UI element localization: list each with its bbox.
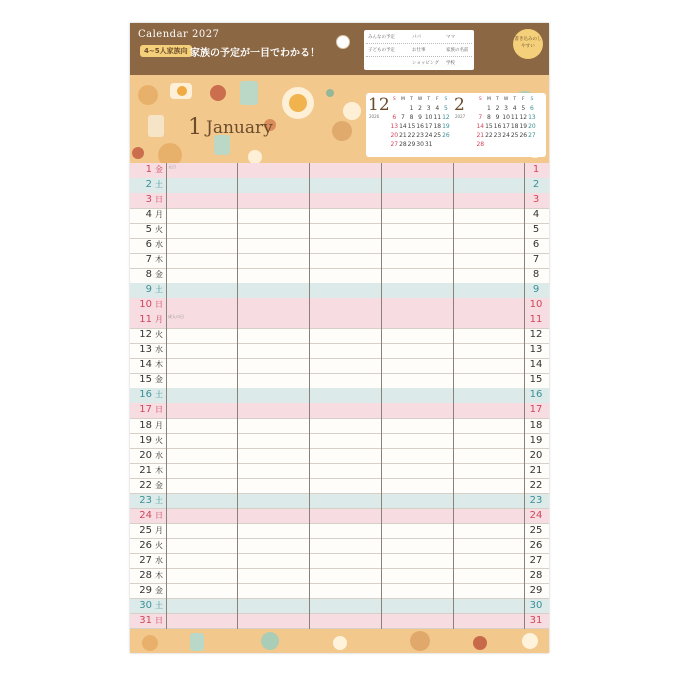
day-weekday: 火 (155, 540, 163, 550)
day-number-right: 12 (529, 329, 543, 341)
mini-day: 13 (390, 123, 399, 130)
mini-day: 8 (486, 114, 491, 121)
mini-weekday: T (410, 97, 413, 102)
mini-weekday: T (427, 97, 431, 102)
mini-day: 6 (392, 114, 397, 121)
day-number: 27 (139, 554, 152, 566)
mini-day: 27 (390, 141, 399, 148)
footer-pattern (130, 629, 549, 653)
mini-day: 11 (510, 114, 519, 121)
day-number: 13 (139, 344, 152, 356)
mini-day: 26 (519, 132, 528, 139)
hanging-hole (336, 35, 350, 49)
day-number-right: 10 (529, 299, 543, 311)
day-row (130, 298, 549, 314)
day-number-right: 29 (529, 584, 543, 596)
mini-weekday: S (530, 97, 534, 102)
day-weekday: 木 (155, 465, 163, 475)
mini-day: 14 (476, 123, 485, 130)
day-row (130, 584, 549, 600)
mini-day: 7 (400, 114, 405, 121)
legend-item: 子どもの予定 (368, 48, 395, 53)
day-number-right: 26 (529, 539, 543, 551)
mini-day: 28 (476, 141, 485, 148)
legend-item: ショッピング (412, 61, 439, 66)
day-row (130, 494, 549, 510)
mini-calendars (366, 93, 546, 157)
day-weekday: 日 (155, 300, 163, 310)
day-row (130, 163, 549, 179)
mini-day: 19 (442, 123, 450, 130)
day-weekday: 木 (155, 360, 163, 370)
mini-day: 8 (409, 114, 414, 121)
month-number: 1 (188, 115, 202, 140)
mini-day: 13 (528, 114, 536, 121)
day-row (130, 569, 549, 585)
column-divider (166, 163, 167, 629)
mini-day: 22 (407, 132, 416, 139)
mini-day: 1 (409, 105, 414, 112)
mini-day: 25 (510, 132, 519, 139)
day-number-right: 31 (529, 614, 543, 626)
mini-day: 12 (519, 114, 528, 121)
day-row (130, 253, 549, 269)
mini-day: 21 (399, 132, 407, 139)
day-weekday: 水 (155, 555, 163, 565)
day-weekday: 金 (155, 480, 163, 490)
day-number: 28 (139, 569, 152, 581)
mini-day: 3 (426, 105, 431, 112)
column-divider (524, 163, 525, 629)
day-number: 11 (139, 314, 152, 326)
day-number-right: 22 (529, 479, 543, 491)
legend-item: お仕事 (412, 48, 426, 53)
day-weekday: 月 (155, 315, 163, 325)
day-number: 22 (139, 479, 152, 491)
family-size-pill: 4~5人家族向 (140, 45, 192, 57)
tagline: 家族の予定が一目でわかる！ (190, 48, 320, 59)
day-row (130, 403, 549, 419)
day-row (130, 614, 549, 630)
legend-item: パパ (412, 35, 421, 40)
day-row (130, 388, 549, 404)
day-number: 24 (139, 509, 152, 521)
day-weekday: 金 (155, 165, 163, 174)
mini-weekday: T (513, 97, 517, 102)
day-number: 17 (139, 404, 152, 416)
legend-item: 学校 (446, 61, 455, 66)
day-number-right: 13 (529, 344, 543, 356)
day-number: 30 (139, 599, 152, 611)
month-heading (188, 115, 273, 140)
day-row (130, 343, 549, 359)
mini-day: 9 (418, 114, 422, 121)
day-row (130, 313, 549, 329)
day-weekday: 火 (155, 225, 163, 235)
day-weekday: 水 (155, 345, 163, 355)
day-weekday: 木 (155, 570, 163, 580)
day-number-right: 24 (529, 509, 543, 521)
day-number-right: 4 (532, 209, 540, 221)
day-number-right: 27 (529, 554, 543, 566)
day-number: 7 (145, 254, 152, 266)
day-row (130, 464, 549, 480)
day-row (130, 509, 549, 525)
day-number-right: 15 (529, 374, 543, 386)
day-number: 19 (139, 434, 152, 446)
day-number: 9 (145, 284, 152, 296)
mini-day: 5 (443, 105, 448, 112)
day-row (130, 238, 549, 254)
day-weekday: 木 (155, 255, 163, 265)
day-row (130, 434, 549, 450)
day-row (130, 193, 549, 209)
day-row (130, 283, 549, 299)
legend-item: みんなの予定 (368, 35, 395, 40)
day-number-right: 23 (529, 494, 543, 506)
mini-weekday: S (444, 97, 448, 102)
mini-day: 17 (502, 123, 510, 130)
day-weekday: 火 (155, 435, 163, 445)
mini-day: 24 (502, 132, 510, 139)
day-number: 3 (145, 194, 152, 206)
mini-day: 27 (528, 132, 536, 139)
mini-day: 2 (418, 105, 422, 112)
day-row (130, 524, 549, 540)
day-number: 31 (139, 614, 152, 626)
day-number-right: 25 (529, 524, 543, 536)
feature-badge: 書き込みのしやすい (513, 29, 543, 59)
day-number-right: 9 (532, 284, 540, 296)
mini-day: 25 (433, 132, 442, 139)
day-number-right: 17 (529, 404, 543, 416)
day-row (130, 358, 549, 374)
mini-weekday: W (417, 97, 423, 102)
mini-weekday: T (496, 97, 499, 102)
mini-day: 14 (399, 123, 407, 130)
day-number: 1 (145, 164, 152, 175)
day-number-right: 30 (529, 599, 543, 611)
mini-month-number: 12 (368, 95, 390, 115)
mini-day: 18 (433, 123, 442, 130)
mini-day: 24 (424, 132, 433, 139)
day-weekday: 水 (155, 450, 163, 460)
mini-day: 10 (502, 114, 510, 121)
mini-day: 30 (416, 141, 424, 148)
mini-year: 2026 (369, 114, 380, 119)
day-weekday: 土 (155, 285, 163, 295)
day-number: 2 (145, 179, 152, 191)
column-legend (364, 30, 474, 70)
mini-day: 31 (424, 141, 433, 148)
mini-day: 18 (510, 123, 519, 130)
mini-day: 17 (424, 123, 433, 130)
mini-weekday: S (392, 97, 396, 102)
day-row (130, 223, 549, 239)
day-weekday: 土 (155, 390, 163, 400)
day-weekday: 土 (155, 600, 163, 610)
legend-item: ママ (446, 35, 455, 40)
day-weekday: 金 (155, 270, 163, 280)
mini-day: 28 (399, 141, 407, 148)
day-row (130, 479, 549, 495)
column-divider (237, 163, 238, 629)
mini-year: 2027 (455, 114, 466, 119)
day-number-right: 16 (529, 389, 543, 401)
mini-weekday: W (503, 97, 509, 102)
mini-day: 3 (504, 105, 508, 112)
mini-weekday: M (486, 97, 491, 102)
day-row (130, 539, 549, 555)
day-number-right: 21 (529, 464, 543, 476)
day-number-right: 18 (529, 419, 543, 431)
mini-day: 2 (495, 105, 500, 112)
day-row (130, 178, 549, 194)
day-number: 12 (139, 329, 152, 341)
mini-day: 15 (485, 123, 493, 130)
day-number-right: 2 (532, 179, 540, 191)
day-number: 5 (145, 224, 152, 236)
day-note: 元日 (168, 164, 176, 169)
day-row (130, 268, 549, 284)
day-number: 15 (139, 374, 152, 386)
mini-day: 9 (495, 114, 500, 121)
mini-day: 20 (390, 132, 399, 139)
day-weekday: 月 (155, 420, 163, 430)
day-number-right: 5 (532, 224, 540, 236)
day-number: 4 (145, 209, 152, 221)
mini-day: 22 (485, 132, 493, 139)
day-note: 成人の日 (168, 314, 184, 320)
day-row (130, 554, 549, 570)
mini-weekday: F (436, 97, 439, 102)
day-row (130, 328, 549, 344)
mini-day: 1 (486, 105, 491, 112)
day-row (130, 599, 549, 615)
day-weekday: 金 (155, 375, 163, 385)
day-row (130, 419, 549, 435)
column-divider (381, 163, 382, 629)
mini-day: 12 (442, 114, 450, 121)
day-weekday: 月 (155, 525, 163, 535)
day-number: 14 (139, 359, 152, 371)
day-weekday: 金 (155, 585, 163, 595)
month-name: January (206, 117, 273, 138)
legend-item: 家族の名前 (446, 48, 469, 53)
mini-weekday: F (522, 97, 525, 102)
mini-month-number: 2 (454, 95, 465, 115)
mini-day: 21 (476, 132, 485, 139)
day-number: 18 (139, 419, 152, 431)
mini-day: 7 (478, 114, 483, 121)
mini-day: 23 (493, 132, 502, 139)
day-weekday: 土 (155, 180, 163, 190)
day-number-right: 28 (529, 569, 543, 581)
mini-weekday: M (400, 97, 405, 102)
day-weekday: 日 (155, 405, 163, 415)
column-divider (453, 163, 454, 629)
day-number: 10 (139, 299, 152, 311)
mini-day: 29 (407, 141, 416, 148)
day-number: 25 (139, 524, 152, 536)
mini-day: 6 (529, 105, 534, 112)
mini-day: 26 (442, 132, 450, 139)
day-row (130, 208, 549, 224)
mini-day: 11 (433, 114, 442, 121)
mini-day: 5 (521, 105, 526, 112)
mini-day: 19 (519, 123, 528, 130)
mini-day: 10 (424, 114, 433, 121)
day-weekday: 日 (155, 510, 163, 520)
day-number-right: 6 (532, 239, 540, 251)
day-number-right: 19 (529, 434, 543, 446)
mini-day: 16 (493, 123, 502, 130)
day-number: 16 (139, 389, 152, 401)
day-weekday: 日 (155, 195, 163, 205)
day-number-right: 20 (529, 449, 543, 461)
day-row (130, 449, 549, 465)
day-weekday: 日 (155, 615, 163, 625)
day-number-right: 3 (532, 194, 540, 206)
day-number: 21 (139, 464, 152, 476)
day-number-right: 14 (529, 359, 543, 371)
mini-day: 15 (407, 123, 416, 130)
column-divider (309, 163, 310, 629)
mini-day: 20 (528, 123, 536, 130)
day-number-right: 11 (529, 314, 543, 326)
day-weekday: 水 (155, 240, 163, 250)
calendar-title: Calendar 2027 (138, 29, 220, 40)
day-number: 8 (145, 269, 152, 281)
mini-day: 23 (416, 132, 424, 139)
wall-calendar-sheet (130, 23, 549, 653)
calendar-header (130, 23, 549, 163)
mini-day: 4 (435, 105, 440, 112)
day-number-right: 1 (532, 164, 540, 175)
day-number: 23 (139, 494, 152, 506)
day-number-right: 8 (532, 269, 540, 281)
day-row (130, 373, 549, 389)
day-weekday: 月 (155, 210, 163, 220)
day-number: 6 (145, 239, 152, 251)
day-number: 20 (139, 449, 152, 461)
day-number: 29 (139, 584, 152, 596)
day-weekday: 火 (155, 330, 163, 340)
mini-weekday: S (478, 97, 482, 102)
mini-day: 16 (416, 123, 424, 130)
mini-day: 4 (512, 105, 517, 112)
day-weekday: 土 (155, 495, 163, 505)
day-number: 26 (139, 539, 152, 551)
schedule-table (130, 163, 549, 629)
day-number-right: 7 (532, 254, 540, 266)
